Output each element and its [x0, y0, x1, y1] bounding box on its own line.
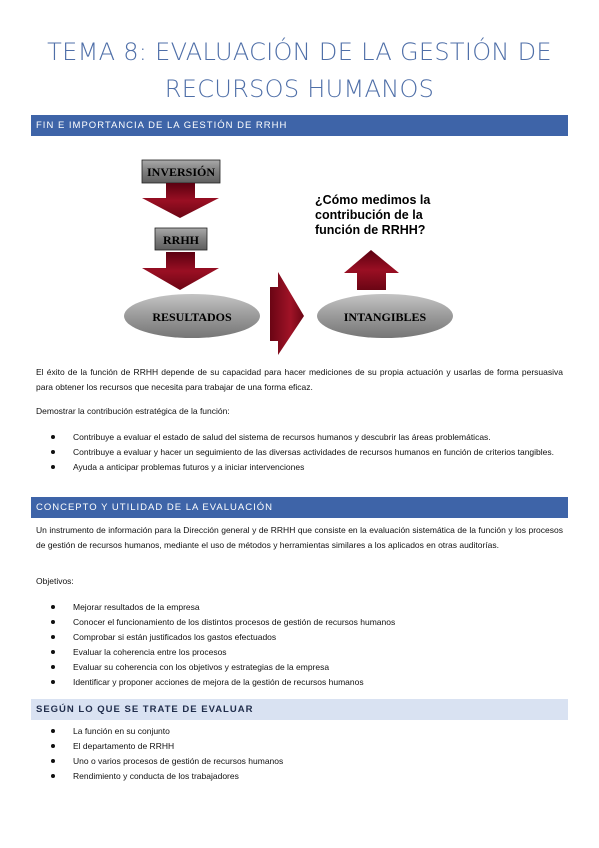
question-text — [315, 193, 431, 237]
section1-intro: Demostrar la contribución estratégica de la función: — [36, 406, 230, 416]
objectives-list — [36, 600, 563, 690]
down-arrow-2 — [142, 252, 219, 290]
list-item: Identificar y proponer acciones de mejora de la gestión de recursos humanos — [36, 675, 563, 689]
section1-paragraph: El éxito de la función de RRHH depende de su capacidad para hacer mediciones de su propia actuación y usarlas de forma persuasiva para obtener los recursos que necesita para trabajar de una forma eficaz. — [36, 367, 563, 392]
down-arrow-1 — [142, 183, 219, 218]
intangibles-ellipse — [317, 294, 453, 338]
page-title-line2: RECURSOS HUMANOS — [164, 75, 435, 103]
list-item: La función en su conjunto — [36, 724, 563, 738]
list-item: Rendimiento y conducta de los trabajadores — [36, 769, 563, 783]
section-heading-segun: SEGÚN LO QUE SE TRATE DE EVALUAR — [31, 699, 568, 720]
right-arrow — [270, 272, 304, 355]
rrhh-label: RRHH — [163, 233, 199, 247]
inversion-label: INVERSIÓN — [146, 165, 216, 179]
page-title-line1: TEMA 8: EVALUACIÓN DE LA GESTIÓN DE — [47, 38, 552, 66]
up-arrow — [344, 250, 399, 290]
intangibles-label: INTANGIBLES — [343, 310, 427, 324]
section2-paragraph: Un instrumento de información para la Dirección general y de RRHH que consiste en la evaluación sistemática de la función y los procesos de gestión de recursos humanos, mediante el uso de métodos y herramientas similares a los aplicados en otras auditorías. — [36, 525, 563, 550]
inversion-box — [142, 160, 220, 183]
question-line: contribución de la — [315, 208, 423, 222]
section-heading-concepto: CONCEPTO Y UTILIDAD DE LA EVALUACIÓN — [31, 497, 568, 518]
section2-objectives-label: Objetivos: — [36, 576, 74, 586]
question-line: ¿Cómo medimos la — [315, 193, 431, 207]
list-item: Conocer el funcionamiento de los distintos procesos de gestión de recursos humanos — [36, 615, 563, 629]
resultados-label: RESULTADOS — [152, 310, 232, 324]
list-item: Comprobar si están justificados los gastos efectuados — [36, 630, 563, 644]
list-item: Evaluar su coherencia con los objetivos y estrategias de la empresa — [36, 660, 563, 674]
list-item: Ayuda a anticipar problemas futuros y a iniciar intervenciones — [36, 460, 563, 474]
list-item: Uno o varios procesos de gestión de recursos humanos — [36, 754, 563, 768]
list-item: El departamento de RRHH — [36, 739, 563, 753]
list-item: Evaluar la coherencia entre los procesos — [36, 645, 563, 659]
section1-bullet-list — [36, 430, 563, 475]
question-line: función de RRHH? — [315, 223, 426, 237]
rrhh-box — [155, 228, 207, 250]
rrhh-diagram — [0, 140, 599, 360]
list-item: Mejorar resultados de la empresa — [36, 600, 563, 614]
list-item: Contribuye a evaluar el estado de salud del sistema de recursos humanos y descubrir las áreas problemáticas. — [36, 430, 563, 444]
list-item: Contribuye a evaluar y hacer un seguimiento de las diversas actividades de recursos humanos en función de criterios tangibles. — [36, 445, 563, 459]
section-heading-fin: FIN E IMPORTANCIA DE LA GESTIÓN DE RRHH — [31, 115, 568, 136]
resultados-ellipse — [124, 294, 260, 338]
evaluate-list — [36, 724, 563, 784]
